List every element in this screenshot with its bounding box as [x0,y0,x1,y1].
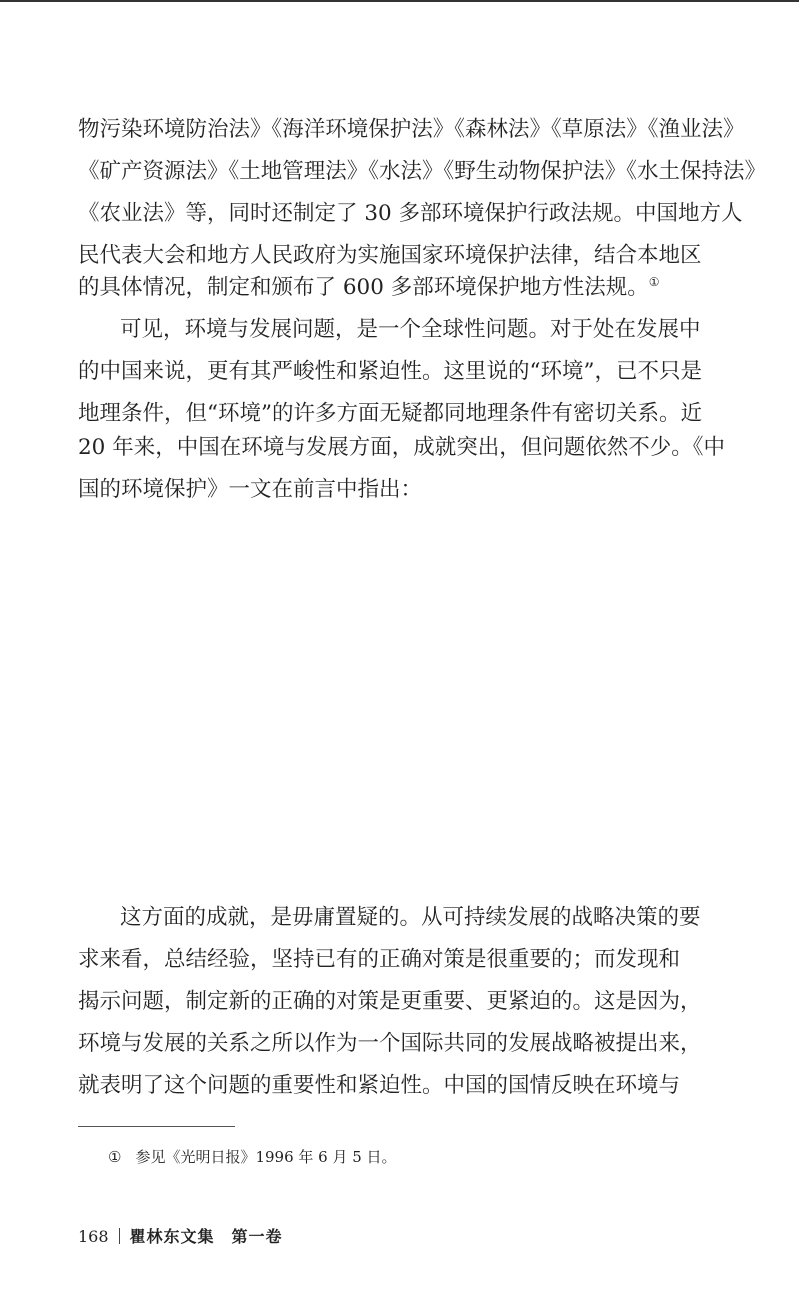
top-rule [0,0,799,2]
p3-line-3 [78,991,702,1013]
p1-line-5 [78,274,660,300]
p3-line-4 [78,1033,702,1055]
p3-line-4-text: 环境与发展的关系之所以作为一个国际共同的发展战略被提出来， [78,1031,702,1056]
footnote-mark: ① [108,1148,122,1166]
page-footer [78,1228,283,1245]
book-title: 瞿林东文集 第一卷 [129,1227,283,1246]
p3-line-5-text: 就表明了这个问题的重要性和紧迫性。中国的国情反映在环境与 [78,1073,681,1098]
page-number: 168 [78,1227,109,1246]
footnote-text: 参见《光明日报》1996 年 6 月 5 日。 [135,1148,397,1166]
p3-line-1 [120,907,701,929]
p2-line-5-text: 国的环境保护》一文在前言中指出： [78,477,423,502]
p1-line-4-text: 民代表大会和地方人民政府为实施国家环境保护法律，结合本地区 [78,243,702,268]
footer-divider [119,1228,120,1244]
p3-line-2-text: 求来看，总结经验，坚持已有的正确对策是很重要的；而发现和 [78,947,681,972]
p2-line-5 [78,479,422,501]
p1-line-1-text: 物污染环境防治法》《海洋环境保护法》《森林法》《草原法》《渔业法》 [78,117,745,142]
p2-line-2-text: 的中国来说，更有其严峻性和紧迫性。这里说的“环境”，已不只是 [78,359,702,384]
p3-line-2 [78,949,680,971]
p2-line-4 [78,437,725,459]
p1-line-1 [78,119,745,141]
p2-line-3-text: 地理条件，但“环境”的许多方面无疑都同地理条件有密切关系。近 [78,401,702,426]
p1-line-2 [78,161,766,183]
p2-line-3 [78,403,702,425]
p3-line-1-text: 这方面的成就，是毋庸置疑的。从可持续发展的战略决策的要 [120,905,701,930]
p2-line-1 [120,319,701,341]
p2-line-2 [78,361,702,383]
p1-line-2-text: 《矿产资源法》《土地管理法》《水法》《野生动物保护法》《水土保持法》 [78,159,767,184]
p1-line-3 [78,203,743,225]
p1-line-3-text: 《农业法》等，同时还制定了 30 多部环境保护行政法规。中国地方人 [78,201,743,226]
p3-line-5 [78,1075,680,1097]
footnote-rule [78,1126,235,1127]
p1-line-4 [78,245,702,267]
p2-line-4-text: 20 年来，中国在环境与发展方面，成就突出，但问题依然不少。《中 [78,435,725,460]
p1-line-5-text: 的具体情况，制定和颁布了 600 多部环境保护地方性法规。 [78,275,649,300]
footnote-reference[interactable]: ① [648,274,660,289]
p3-line-3-text: 揭示问题，制定新的正确的对策是更重要、更紧迫的。这是因为， [78,989,702,1014]
footnote [108,1150,397,1165]
p2-line-1-text: 可见，环境与发展问题，是一个全球性问题。对于处在发展中 [120,317,701,342]
